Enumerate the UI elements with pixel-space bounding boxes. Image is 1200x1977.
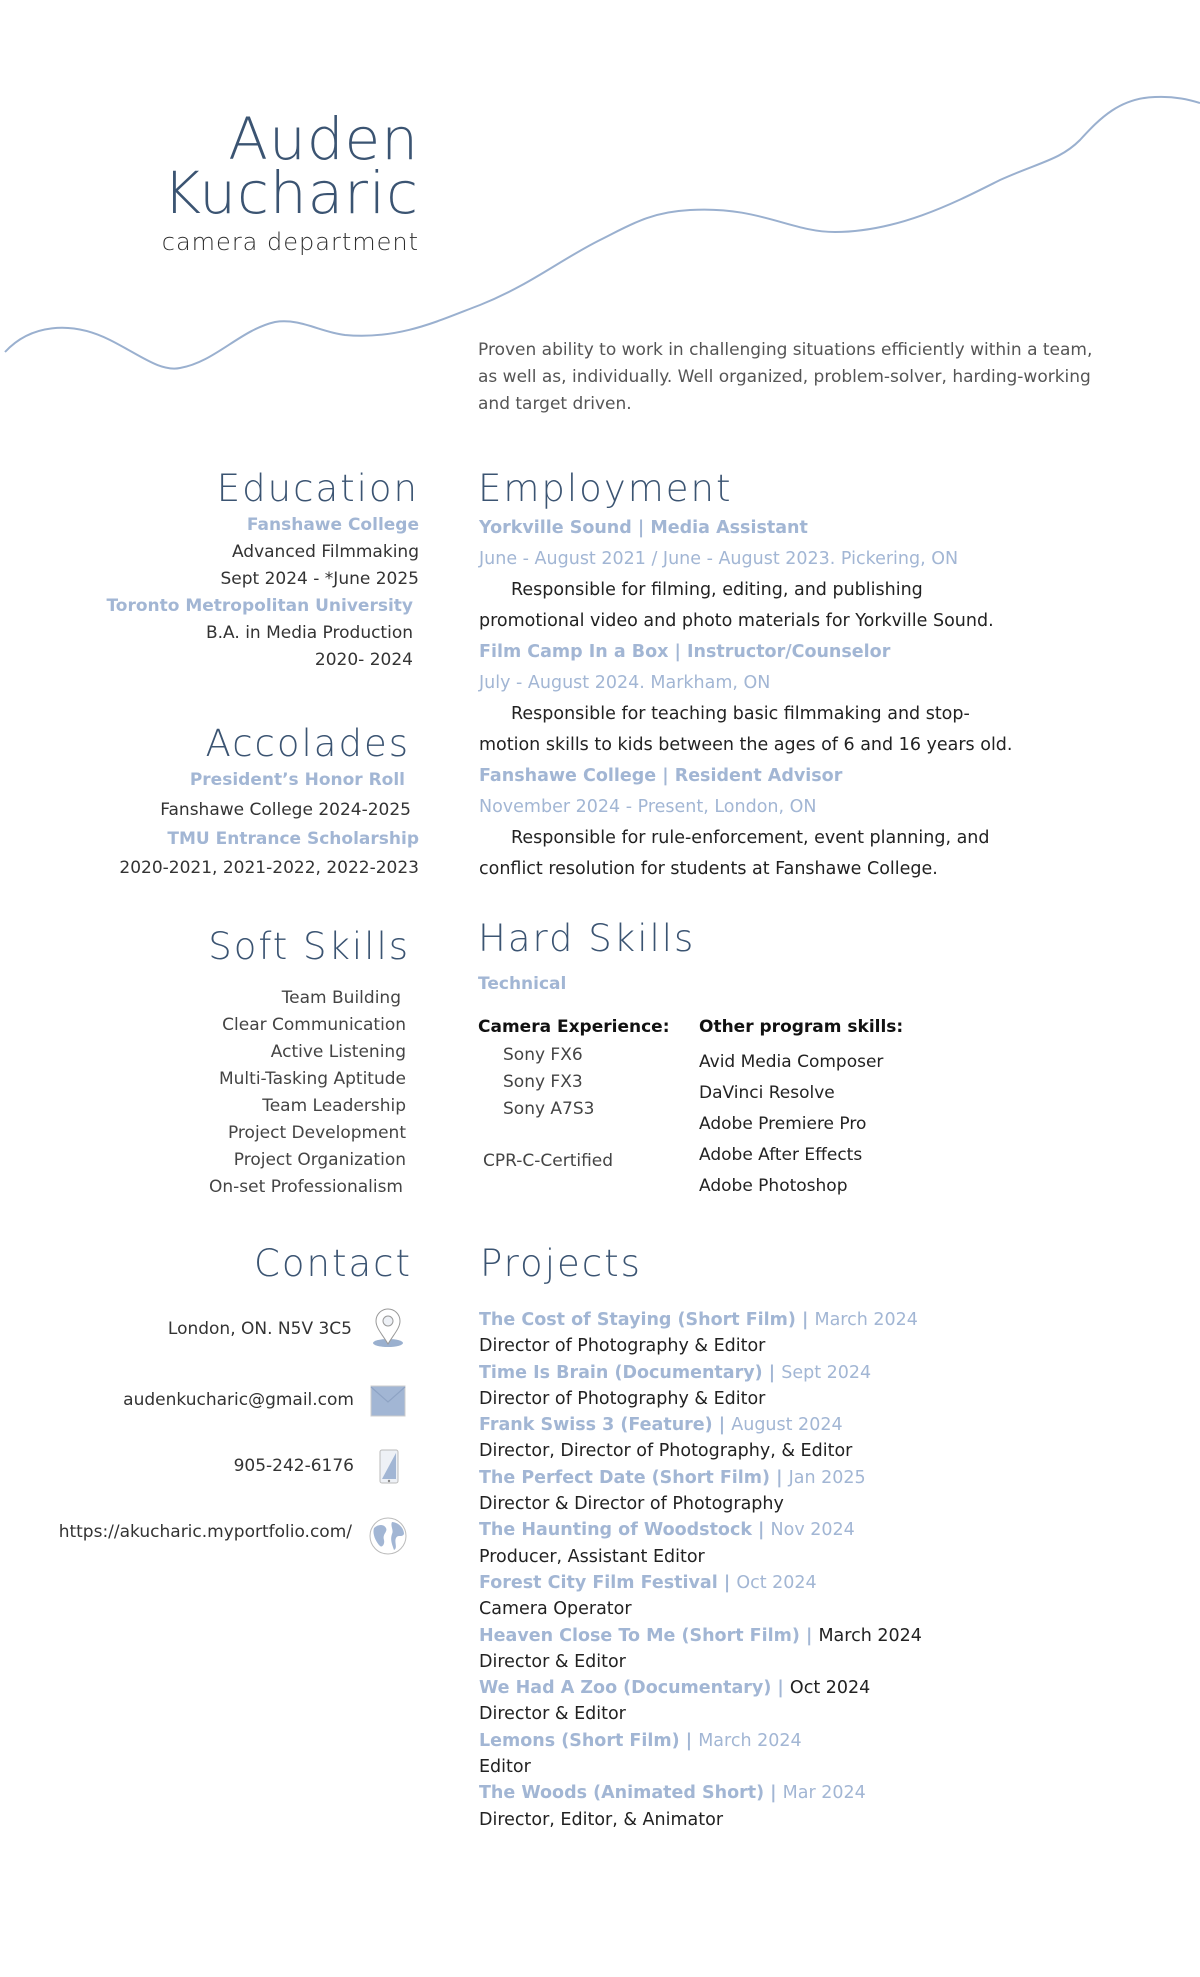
project-title-line bbox=[479, 1307, 922, 1333]
job-description-line: promotional video and photo materials for Yorkville Sound. bbox=[479, 611, 994, 631]
contact-address: London, ON. N5V 3C5 bbox=[167, 1319, 352, 1339]
program-skills-heading: Other program skills: bbox=[699, 1017, 904, 1037]
project-title-line bbox=[479, 1360, 922, 1386]
project-title: Heaven Close To Me (Short Film) | bbox=[479, 1625, 813, 1646]
phone-icon bbox=[372, 1448, 412, 1492]
project-entry bbox=[479, 1570, 922, 1623]
project-role: Director, Director of Photography, & Editor bbox=[479, 1441, 853, 1462]
project-role: Director of Photography & Editor bbox=[479, 1336, 766, 1357]
profile-summary: Proven ability to work in challenging situations efficiently within a team, as well as, individually. Well organized, problem-solver, harding-working and target driven. bbox=[478, 340, 1093, 414]
accolade-detail: Fanshawe College 2024-2025 bbox=[160, 800, 411, 820]
accolade-name: President’s Honor Roll bbox=[189, 770, 405, 790]
project-date: Oct 2024 bbox=[736, 1572, 817, 1593]
project-entry bbox=[479, 1623, 922, 1676]
employment-list bbox=[479, 513, 1079, 885]
project-title-line bbox=[479, 1728, 922, 1754]
camera-item: Sony FX3 bbox=[503, 1072, 583, 1092]
project-title-line bbox=[479, 1517, 922, 1543]
soft-skill-item: Team Building bbox=[281, 988, 401, 1008]
project-entry bbox=[479, 1728, 922, 1781]
projects-list bbox=[479, 1307, 922, 1833]
project-date: Sept 2024 bbox=[781, 1362, 872, 1383]
job-title: Fanshawe College | Resident Advisor bbox=[479, 766, 843, 786]
contact-email[interactable] bbox=[123, 1390, 354, 1410]
education-school: Toronto Metropolitan University bbox=[106, 596, 413, 616]
project-date: Nov 2024 bbox=[770, 1520, 855, 1541]
education-heading: Education bbox=[216, 467, 419, 510]
hard-skills-subheading: Technical bbox=[478, 974, 567, 994]
project-title: Time Is Brain (Documentary) | bbox=[479, 1362, 776, 1383]
job-description-line: motion skills to kids between the ages of 6 and 16 years old. bbox=[479, 735, 1013, 755]
job-dates-location: November 2024 - Present, London, ON bbox=[479, 797, 817, 817]
education-program: B.A. in Media Production bbox=[205, 623, 413, 643]
camera-experience-heading: Camera Experience: bbox=[478, 1017, 670, 1037]
project-title-line bbox=[479, 1412, 922, 1438]
program-item: Avid Media Composer bbox=[699, 1052, 884, 1072]
program-item: DaVinci Resolve bbox=[699, 1083, 835, 1103]
education-program: Advanced Filmmaking bbox=[231, 542, 419, 562]
project-role: Director of Photography & Editor bbox=[479, 1388, 766, 1409]
program-skills-column bbox=[699, 1012, 903, 1202]
project-entry bbox=[479, 1412, 922, 1465]
accolade-name: TMU Entrance Scholarship bbox=[167, 829, 419, 849]
project-role: Editor bbox=[479, 1757, 531, 1778]
contact-heading: Contact bbox=[254, 1242, 412, 1285]
project-role: Director & Editor bbox=[479, 1704, 626, 1725]
project-entry bbox=[479, 1307, 922, 1360]
camera-item: Sony A7S3 bbox=[503, 1099, 595, 1119]
project-date: March 2024 bbox=[814, 1310, 918, 1330]
job-entry bbox=[479, 513, 1079, 637]
soft-skill-item: Clear Communication bbox=[222, 1015, 406, 1035]
job-title: Film Camp In a Box | Instructor/Counselor bbox=[479, 642, 891, 662]
hard-skills-heading: Hard Skills bbox=[478, 917, 696, 960]
accolade-detail: 2020-2021, 2021-2022, 2022-2023 bbox=[119, 858, 419, 878]
job-dates-location: July - August 2024. Markham, ON bbox=[479, 673, 771, 693]
job-title: Yorkville Sound | Media Assistant bbox=[479, 518, 808, 538]
project-date: Mar 2024 bbox=[782, 1783, 866, 1804]
job-entry bbox=[479, 761, 1079, 885]
project-title: Forest City Film Festival | bbox=[479, 1572, 731, 1593]
project-title: Lemons (Short Film) | bbox=[479, 1730, 693, 1751]
camera-experience-column bbox=[478, 1012, 670, 1175]
first-name: Auden bbox=[228, 105, 419, 173]
soft-skill-item: Team Leadership bbox=[262, 1096, 406, 1116]
project-title-line bbox=[479, 1780, 922, 1806]
project-title-line bbox=[479, 1570, 922, 1596]
job-subtitle: camera department bbox=[161, 228, 419, 256]
employment-heading: Employment bbox=[478, 467, 733, 510]
project-title: Frank Swiss 3 (Feature) | bbox=[479, 1415, 726, 1436]
project-role: Director & Editor bbox=[479, 1651, 626, 1672]
education-list bbox=[106, 512, 419, 674]
soft-skill-item: Active Listening bbox=[270, 1042, 406, 1062]
job-description-line: conflict resolution for students at Fanshawe College. bbox=[479, 859, 938, 879]
job-entry bbox=[479, 637, 1079, 761]
soft-skills-list bbox=[209, 985, 406, 1201]
project-title-line bbox=[479, 1465, 922, 1491]
certification: CPR-C-Certified bbox=[483, 1151, 614, 1171]
globe-icon bbox=[368, 1514, 408, 1558]
project-entry bbox=[479, 1517, 922, 1570]
project-role: Director, Editor, & Animator bbox=[479, 1809, 724, 1830]
project-title: The Cost of Staying (Short Film) | bbox=[479, 1310, 809, 1330]
project-role: Director & Director of Photography bbox=[479, 1494, 784, 1515]
last-name: Kucharic bbox=[163, 159, 419, 227]
education-dates: Sept 2024 - *June 2025 bbox=[220, 569, 419, 589]
location-pin-icon bbox=[368, 1306, 408, 1350]
project-date: March 2024 bbox=[818, 1625, 922, 1646]
soft-skill-item: Multi-Tasking Aptitude bbox=[218, 1069, 406, 1089]
project-title: The Haunting of Woodstock | bbox=[479, 1520, 765, 1541]
envelope-icon bbox=[368, 1380, 408, 1424]
project-date: March 2024 bbox=[698, 1730, 802, 1751]
contact-email-text[interactable]: audenkucharic@gmail.com bbox=[123, 1390, 354, 1410]
soft-skill-item: Project Development bbox=[227, 1123, 406, 1143]
accolades-heading: Accolades bbox=[205, 722, 410, 765]
contact-website-link[interactable]: https://akucharic.myportfolio.com/ bbox=[58, 1522, 352, 1542]
program-item: Adobe Premiere Pro bbox=[699, 1114, 867, 1134]
project-entry bbox=[479, 1360, 922, 1413]
camera-item: Sony FX6 bbox=[503, 1045, 583, 1065]
project-date: August 2024 bbox=[731, 1415, 843, 1436]
accolades-list bbox=[119, 766, 419, 883]
job-description-line: Responsible for rule-enforcement, event planning, and bbox=[511, 828, 990, 848]
soft-skills-heading: Soft Skills bbox=[208, 925, 410, 968]
project-title-line bbox=[479, 1623, 922, 1649]
project-role: Producer, Assistant Editor bbox=[479, 1546, 705, 1567]
project-title-line bbox=[479, 1675, 922, 1701]
contact-phone: 905-242-6176 bbox=[233, 1456, 354, 1476]
project-entry bbox=[479, 1780, 922, 1833]
job-description-line: Responsible for teaching basic filmmaking and stop- bbox=[511, 704, 970, 724]
soft-skill-item: Project Organization bbox=[233, 1150, 406, 1170]
project-date: Jan 2025 bbox=[788, 1467, 866, 1488]
project-role: Camera Operator bbox=[479, 1599, 632, 1620]
project-title: The Perfect Date (Short Film) | bbox=[479, 1467, 783, 1488]
project-entry bbox=[479, 1675, 922, 1728]
program-item: Adobe After Effects bbox=[699, 1145, 863, 1165]
job-dates-location: June - August 2021 / June - August 2023. Pickering, ON bbox=[479, 549, 959, 569]
soft-skill-item: On-set Professionalism bbox=[209, 1177, 403, 1197]
education-dates: 2020- 2024 bbox=[314, 650, 413, 670]
project-entry bbox=[479, 1465, 922, 1518]
project-title: The Woods (Animated Short) | bbox=[479, 1783, 777, 1804]
education-school: Fanshawe College bbox=[246, 515, 419, 535]
projects-heading: Projects bbox=[480, 1242, 642, 1285]
project-title: We Had A Zoo (Documentary) | bbox=[479, 1678, 784, 1699]
contact-website[interactable] bbox=[59, 1522, 352, 1542]
project-date: Oct 2024 bbox=[789, 1678, 871, 1699]
program-item: Adobe Photoshop bbox=[699, 1176, 848, 1196]
job-description-line: Responsible for filming, editing, and publishing bbox=[511, 580, 923, 600]
